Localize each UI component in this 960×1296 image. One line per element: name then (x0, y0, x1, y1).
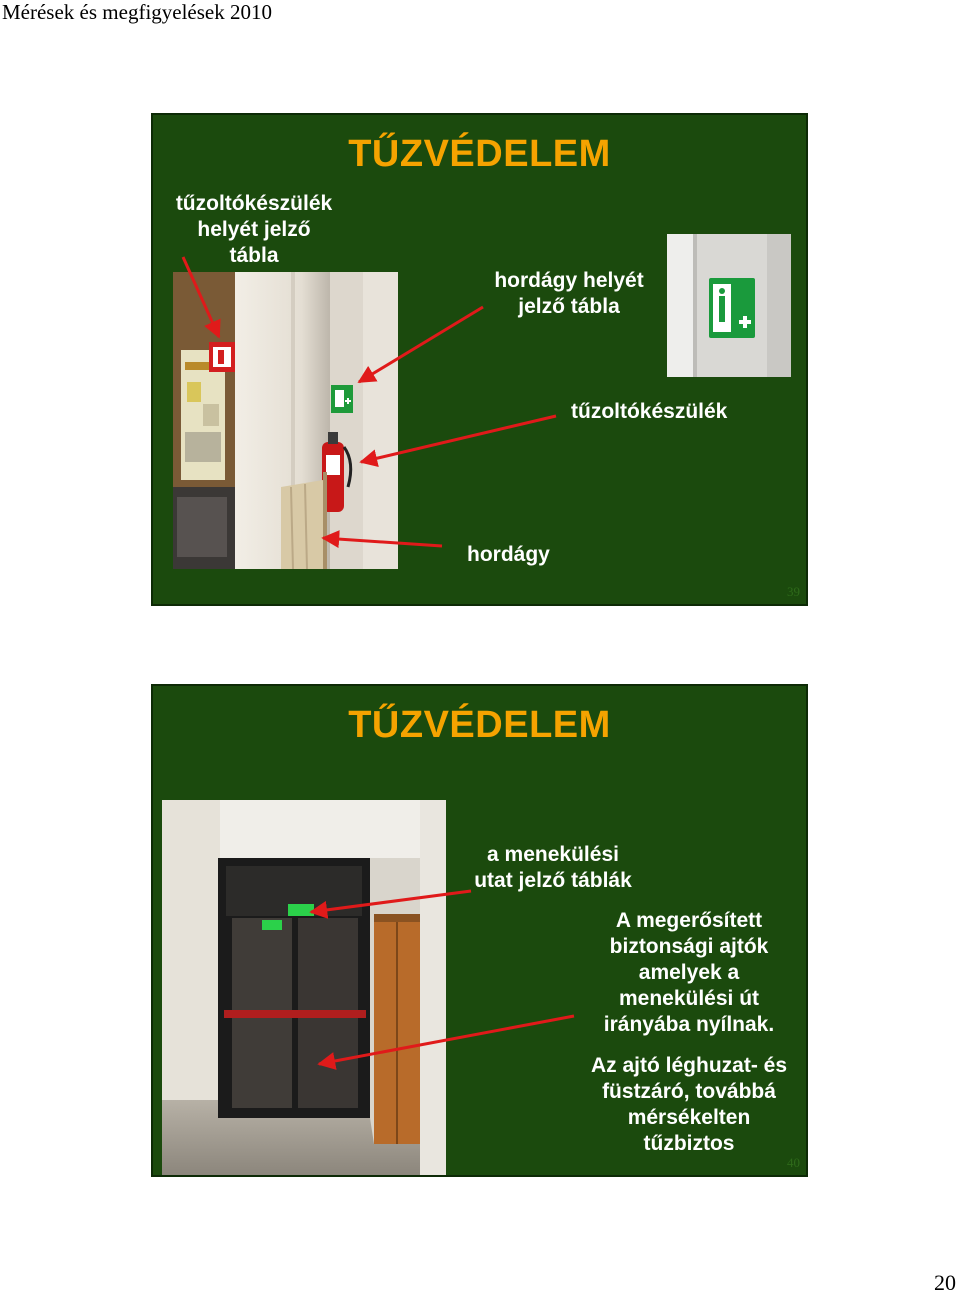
slide-40 (151, 684, 808, 1177)
label-door-properties: Az ajtó léghuzat- és füstzáró, továbbá mérsékelten tűzbiztos (590, 1054, 788, 1155)
photo-wall-extinguisher (173, 272, 398, 569)
label-stretcher-sign: hordágy helyét jelző tábla (494, 269, 644, 318)
label-exit-signs: a menekülési utat jelző táblák (474, 843, 632, 892)
label-security-doors: A megerősített biztonsági ajtók amelyek a menekülési út irányába nyílnak. (603, 909, 775, 1036)
slide-number: 40 (787, 1155, 800, 1170)
slide-title: TŰZVÉDELEM (348, 133, 611, 175)
label-stretcher: hordágy (467, 543, 550, 566)
slide-title: TŰZVÉDELEM (348, 704, 611, 746)
photo-security-doors (162, 800, 446, 1175)
slide-number: 39 (787, 584, 800, 599)
slide-39 (151, 113, 808, 606)
label-extinguisher: tűzoltókészülék (571, 400, 728, 423)
photo-stretcher-sign (667, 234, 791, 377)
page-header: Mérések és megfigyelések 2010 (2, 0, 272, 24)
page-number: 20 (934, 1270, 956, 1295)
label-extinguisher-sign: tűzoltókészülék helyét jelző tábla (175, 192, 333, 267)
